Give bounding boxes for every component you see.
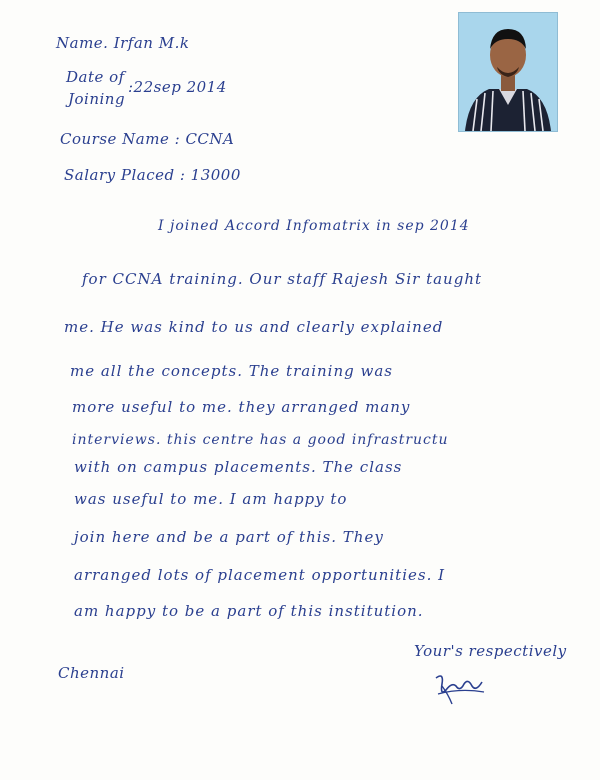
body-line-7: with on campus placements. The class [74,458,403,476]
body-line-1: I joined Accord Infomatrix in sep 2014 [158,218,470,234]
body-line-9: join here and be a part of this. They [74,528,384,546]
body-line-2: for CCNA training. Our staff Rajesh Sir taught [82,270,483,288]
salary-line: Salary Placed : 13000 [64,166,241,184]
body-line-4: me all the concepts. The training was [70,362,393,380]
body-line-6: interviews. this centre has a good infrastructu [72,432,449,448]
body-line-5: more useful to me. they arranged many [72,398,411,416]
date-value: :22sep 2014 [128,78,227,96]
closing-line: Your's respectively [414,642,567,660]
name-line: Name. Irfan M.k [56,34,190,52]
place-line: Chennai [58,664,125,682]
date-label-line-2: Joining [68,90,126,108]
body-line-3: me. He was kind to us and clearly explained [64,318,444,336]
body-line-11: am happy to be a part of this institution. [74,602,424,620]
body-line-8: was useful to me. I am happy to [74,490,348,508]
person-photo-icon [459,13,557,131]
course-line: Course Name : CCNA [60,130,235,148]
signature [430,668,490,708]
body-line-10: arranged lots of placement opportunities. I [74,566,446,584]
applicant-photo [458,12,558,132]
signature-icon [430,668,490,708]
date-label-line-1: Date of [66,68,125,86]
